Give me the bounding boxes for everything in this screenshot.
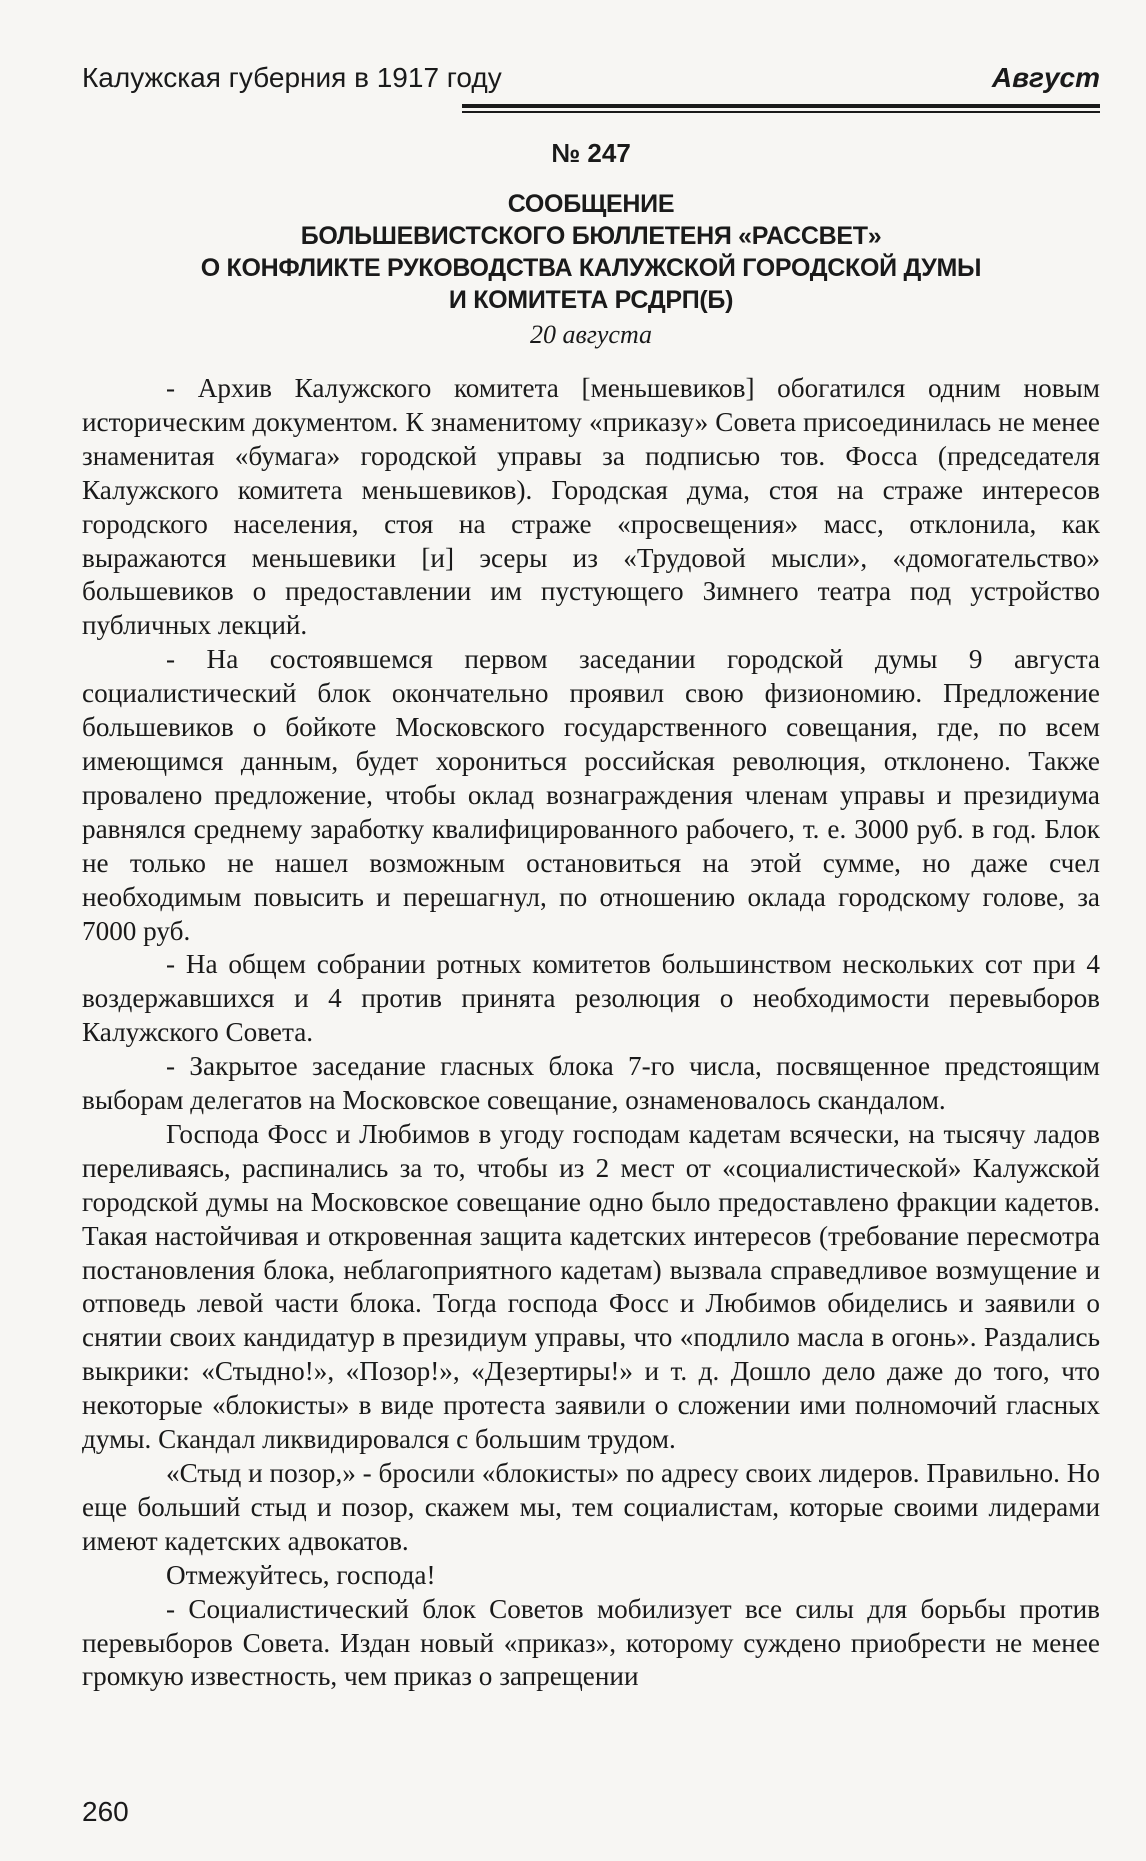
- paragraph: Господа Фосс и Любимов в угоду господам кадетам всячески, на тысячу ладов переливаясь, распинались за то, чтобы из 2 мест от «социалистической» Калужской городской думы на Московское совещание одно было предоставлено фракции кадетов. Такая настойчивая и откровенная защита кадетских интересов (требование пересмотра постановления блока, неблагоприятного кадетам) вызвала справедливое возмущение и отповедь левой части блока. Тогда господа Фосс и Любимов обиделись и заявили о снятии своих кандидатур в президиум управы, что «подлило масла в огонь». Раздались выкрики: «Стыдно!», «Позор!», «Дезертиры!» и т. д. Дошло дело даже до того, что некоторые «блокисты» в виде протеста заявили о сложении ими полномочий гласных думы. Скандал ликвидировался с большим трудом.: [82, 1118, 1100, 1455]
- paragraph: - На общем собрании ротных комитетов большинством нескольких сот при 4 воздержавшихся и 4 против принята резолюция о необходимости перевыборов Калужского Совета.: [82, 949, 1100, 1048]
- paragraph: Отмежуйтесь, господа!: [166, 1559, 436, 1590]
- collection-title: Калужская губерния в 1917 году: [82, 62, 502, 93]
- paragraph: - Архив Калужского комитета [меньшевиков] обогатился одним новым историческим документом. К знаменитому «приказу» Совета присоединилась не менее знаменитая «бумага» городской управы за подписью тов. Фосса (председателя Калужского комитета меньшевиков). Городская дума, стоя на страже интересов городского населения, стоя на страже «просвещения» масс, отклонила, как выражаются меньшевики [и] эсеры из «Трудовой мысли», «домогательство» большевиков о предоставлении им пустующего Зимнего театра под устройство публичных лекций.: [82, 373, 1100, 641]
- month-label: Август: [991, 62, 1100, 93]
- paragraph: - Закрытое заседание гласных блока 7-го числа, посвященное предстоящим выборам делегатов на Московское совещание, ознаменовалось скандалом.: [82, 1051, 1100, 1116]
- paragraph: - Социалистический блок Советов мобилизует все силы для борьбы против перевыборов Совета. Издан новый «приказ», которому суждено приобрести не менее громкую известность, чем приказ о запрещении: [82, 1593, 1100, 1692]
- paragraph: - На состоявшемся первом заседании городской думы 9 августа социалистический блок окончательно проявил свою физиономию. Предложение большевиков о бойкоте Московского государственного совещания, где, по всем имеющимся данным, будет хорониться российская революция, отклонено. Также провалено предложение, чтобы оклад вознаграждения членам управы и президиума равнялся среднему заработку квалифицированного рабочего, т. е. 3000 руб. в год. Блок не только не нашел возможным остановиться на этой сумме, но даже счел необходимым повысить и перешагнул, по отношению оклада городскому голове, за 7000 руб.: [82, 644, 1100, 946]
- document-heading: [82, 136, 1100, 352]
- document-title-line: О КОНФЛИКТЕ РУКОВОДСТВА КАЛУЖСКОЙ ГОРОДСКОЙ ДУМЫ: [200, 254, 982, 282]
- document-title-line: СООБЩЕНИЕ: [507, 190, 675, 218]
- book-page: [82, 0, 1100, 1861]
- running-head: [82, 62, 1100, 94]
- document-title-line: И КОМИТЕТА РСДРП(Б): [448, 286, 734, 314]
- document-body: [82, 372, 1100, 1694]
- page-number: 260: [82, 1796, 129, 1827]
- document-number: № 247: [551, 138, 631, 168]
- header-rule-thick: [462, 104, 1100, 108]
- document-date: 20 августа: [529, 320, 653, 349]
- paragraph: «Стыд и позор,» - бросили «блокисты» по адресу своих лидеров. Правильно. Но еще больший стыд и позор, скажем мы, тем социалистам, которые своими лидерами имеют кадетских адвокатов.: [82, 1458, 1100, 1556]
- document-title-line: БОЛЬШЕВИСТСКОГО БЮЛЛЕТЕНЯ «РАССВЕТ»: [300, 222, 882, 250]
- header-rule-thin: [462, 111, 1100, 113]
